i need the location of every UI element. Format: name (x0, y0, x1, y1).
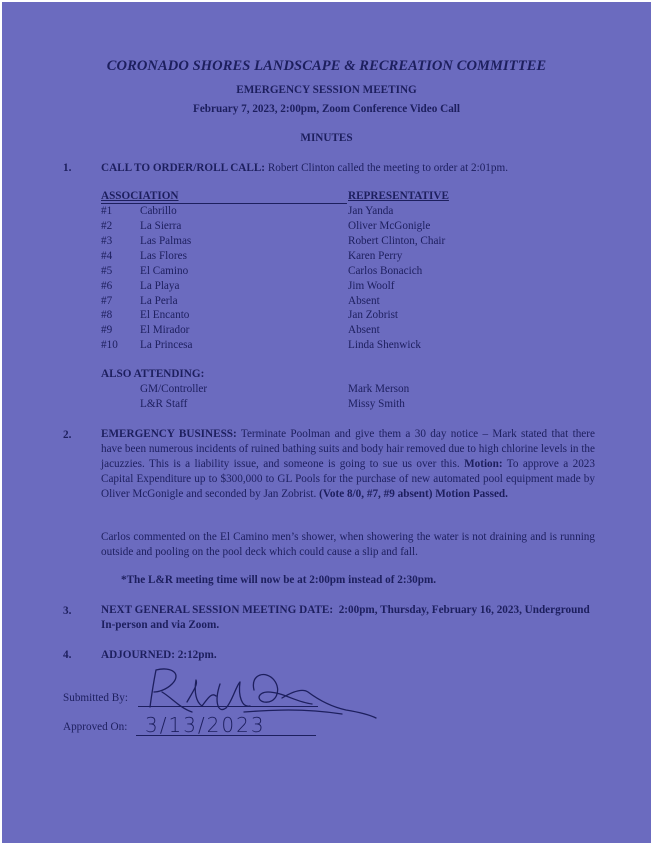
roster-representative: Linda Shenwick (348, 339, 422, 351)
roster-association: La Perla (140, 295, 178, 307)
roster-association: El Mirador (140, 324, 190, 336)
meeting-type: EMERGENCY SESSION MEETING (236, 84, 417, 96)
roster-association: La Playa (140, 280, 180, 292)
motion-label: Motion: (464, 458, 503, 470)
roster-number: #2 (101, 220, 113, 232)
section-2-heading: EMERGENCY BUSINESS: (101, 428, 237, 440)
roster-representative: Absent (348, 324, 380, 336)
roster-association: Cabrillo (140, 205, 177, 217)
section-4-number: 4. (63, 649, 72, 661)
section-2-paragraph (101, 427, 595, 502)
meeting-time-note: *The L&R meeting time will now be at 2:00pm instead of 2:30pm. (121, 574, 437, 586)
section-1-text: Robert Clinton called the meeting to order at 2:01pm. (267, 162, 508, 174)
roster-representative: Oliver McGonigle (348, 220, 431, 232)
representative-column-header: REPRESENTATIVE (348, 190, 449, 202)
committee-title: CORONADO SHORES LANDSCAPE & RECREATION COMMITTEE (106, 58, 547, 74)
roster-association: Las Palmas (140, 235, 192, 247)
submitted-by-label: Submitted By: (63, 692, 128, 704)
section-2-text: Terminate Poolman and give them a 30 day notice – Mark stated that there have been numerous incidents of ruined bathing suits and body hair removed due to high chlorine levels in the jacuzzies. This is a liability issue, and someone is going to sue us over this. (101, 428, 595, 470)
also-attending-heading: ALSO ATTENDING: (101, 368, 205, 380)
roster-representative: Jan Zobrist (348, 309, 399, 321)
motion-text: To approve a 2023 Capital Expenditure up to $300,000 to GL Pools for the purchase of new automated pool equipment made by Oliver McGonigle and seconded by Jan Zobrist. (101, 458, 595, 500)
roster-number: #5 (101, 265, 113, 277)
roster-association: La Princesa (140, 339, 193, 351)
association-header-underline (101, 203, 347, 204)
attendee-name: Missy Smith (348, 398, 405, 410)
attendee-role: L&R Staff (140, 398, 188, 410)
section-3-text: 2:00pm, Thursday, February 16, 2023, Underground In-person and via Zoom. (101, 604, 590, 631)
roster-number: #10 (101, 339, 118, 351)
vote-result: (Vote 8/0, #7, #9 absent) Motion Passed. (319, 488, 508, 500)
section-1-line (101, 162, 508, 174)
roster-representative: Jim Woolf (348, 280, 395, 292)
roster-representative: Jan Yanda (348, 205, 394, 217)
section-2-number: 2. (63, 429, 72, 441)
roster-representative: Carlos Bonacich (348, 265, 423, 277)
shower-comment-paragraph: Carlos commented on the El Camino men’s shower, when showering the water is not draining and is running outside and pooling on the pool deck which could cause a slip and fall. (101, 531, 595, 558)
approved-on-label: Approved On: (63, 721, 128, 733)
section-4-text: 2:12pm. (177, 649, 217, 661)
roster-association: Las Flores (140, 250, 187, 262)
roster-representative: Robert Clinton, Chair (348, 235, 446, 247)
roster-representative: Karen Perry (348, 250, 403, 262)
section-3-heading: NEXT GENERAL SESSION MEETING DATE: (101, 604, 334, 616)
roster-number: #1 (101, 205, 113, 217)
section-4-line (101, 649, 217, 661)
roster-representative: Absent (348, 295, 380, 307)
roster-number: #7 (101, 295, 113, 307)
approved-date-handwritten: 3/13/2023 (145, 713, 266, 737)
attendee-role: GM/Controller (140, 383, 208, 395)
meeting-date-line: February 7, 2023, 2:00pm, Zoom Conference Video Call (192, 103, 461, 115)
section-3-number: 3. (63, 605, 72, 617)
section-4-heading: ADJOURNED: (101, 649, 175, 661)
section-3-paragraph (101, 603, 595, 633)
roster-number: #4 (101, 250, 113, 262)
roster-number: #6 (101, 280, 113, 292)
association-column-header: ASSOCIATION (101, 190, 179, 202)
section-1-heading: CALL TO ORDER/ROLL CALL: (101, 162, 266, 174)
attendee-name: Mark Merson (348, 383, 410, 395)
roster-number: #3 (101, 235, 113, 247)
roster-association: El Camino (140, 265, 189, 277)
roster-association: El Encanto (140, 309, 190, 321)
section-1-number: 1. (63, 162, 72, 174)
document-page (2, 2, 651, 843)
roster-number: #9 (101, 324, 113, 336)
roster-association: La Sierra (140, 220, 182, 232)
minutes-heading: MINUTES (300, 132, 353, 144)
roster-number: #8 (101, 309, 113, 321)
